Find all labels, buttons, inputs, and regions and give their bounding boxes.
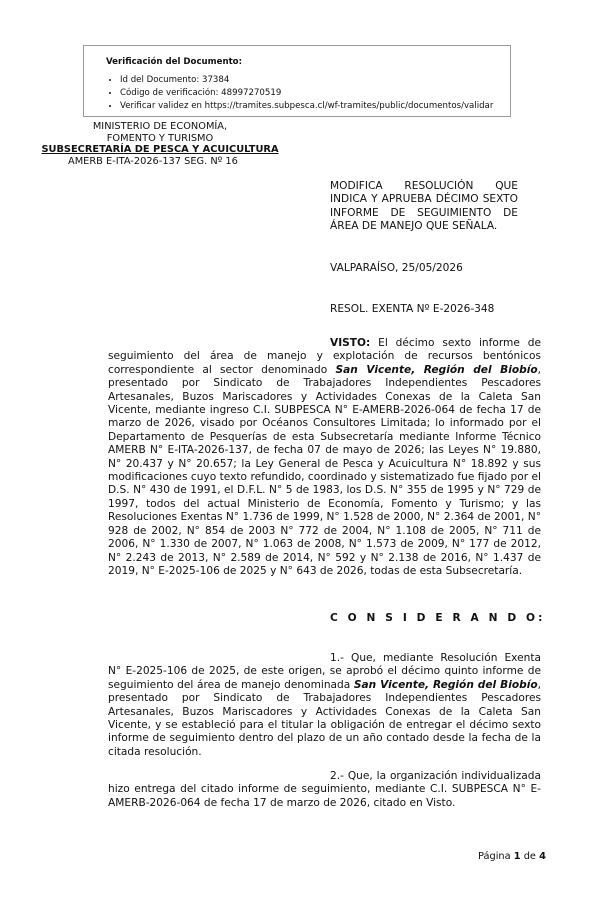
page-total: 4 — [539, 851, 546, 862]
considerando-item-1 — [108, 652, 541, 759]
place-date: VALPARAÍSO, 25/05/2026 — [330, 262, 463, 274]
considerando-item-2 — [108, 770, 541, 810]
visto-paragraph — [108, 337, 541, 578]
visto-text-1: El décimo sexto informe de seguimiento del área de manejo y explotación de recursos bentónicos correspondiente al sector denominado — [108, 337, 541, 376]
visto-sector: San Vicente, Región del Biobío — [335, 363, 538, 376]
considerando-heading: C O N S I D E R A N D O: — [330, 612, 546, 624]
verification-code: • Código de verificación: 48997270519 — [120, 87, 510, 100]
visto-label: VISTO: — [330, 337, 371, 349]
verification-box — [83, 45, 511, 117]
verification-list — [106, 74, 510, 113]
resolution-number: RESOL. EXENTA Nº E-2026-348 — [330, 303, 495, 315]
ministry-line-1: MINISTERIO DE ECONOMÍA, — [92, 121, 228, 132]
considerando-1-sector: San Vicente, Región del Biobío — [353, 678, 538, 691]
verification-url[interactable]: • Verificar validez en https://tramites.subpesca.cl/wf-tramites/public/documentos/validar — [120, 100, 510, 113]
considerando-1-text-2: , presentado por Sindicato de Trabajadores Independientes Pescadores Artesanales, Buzos Mariscadores y Actividades Conexas de la Caleta San Vicente, y se estableció para el titular la obligación de entregar el décimo sexto informe de seguimiento dentro del plazo de un año contado desde la fecha de la citada resolución. — [108, 678, 541, 758]
ministry-line-2: FOMENTO Y TURISMO — [106, 132, 214, 144]
considerando-2-text-1: 2.- Que, la organización individualizada hizo entrega del citado informe de seguimiento, mediante C.I. SUBPESCA N° E-AMERB-2026-064 de fecha 17 de marzo de 2026, citado en Visto. — [108, 770, 541, 809]
document-id: • Id del Documento: 37384 — [120, 74, 510, 87]
page-footer — [478, 851, 546, 862]
visto-text-2: , presentado por Sindicato de Trabajadores Independientes Pescadores Artesanales, Buzos Mariscadores y Actividades Conexas de la Caleta San Vicente, mediante ingreso C.I. SUBPESCA N° E-AMERB-2026-064 de fecha 17 de marzo de 2026, visado por Océanos Consultores Limitada; lo informado por el Departamento de Pesquerías de esta Subsecretaría mediante Informe Técnico AMERB N° E-ITA-2026-137, de fecha 07 de mayo de 2026; las Leyes N° 19.880, N° 20.437 y N° 20.657; la Ley General de Pesca y Acuicultura N° 18.892 y sus modificaciones cuyo texto refundido, coordinado y sistematizado fue fijado por el D.S. N° 430 de 1991, el D.F.L. N° 5 de 1983, los D.S. N° 355 de 1995 y N° 729 de 1997, todos del actual Ministerio de Economía, Fomento y Turismo; y las Resoluciones Exentas N° 1.736 de 1999, N° 1.528 de 2000, N° 2.364 de 2001, N° 928 de 2002, N° 854 de 2003 N° 772 de 2004, N° 1.108 de 2005, N° 711 de 2006, N° 1.330 de 2007, N° 1.063 de 2008, N° 1.573 de 2009, N° 177 de 2012, N° 2.243 de 2013, N° 2.589 de 2014, N° 592 y N° 2.138 de 2016, N° 1.437 de 2019, N° E-2025-106 de 2025 y N° 643 de 2026, todas de esta Subsecretaría. — [108, 363, 541, 577]
ministry-header — [36, 121, 284, 168]
page-current: 1 — [513, 851, 521, 862]
considerando-1-text-1: 1.- Que, mediante Resolución Exenta N° E-2025-106 de 2025, de este origen, se aprobó el décimo quinto informe de seguimiento del área de manejo denominada — [108, 652, 541, 691]
page-word: Página — [478, 851, 511, 862]
subsecretaria-title: SUBSECRETARÍA DE PESCA Y ACUICULTURA — [41, 144, 279, 156]
reference-number: AMERB E-ITA-2026-137 SEG. Nº 16 — [68, 156, 238, 168]
resolution-subject: MODIFICA RESOLUCIÓN QUE INDICA Y APRUEBA DÉCIMO SEXTO INFORME DE SEGUIMIENTO DE ÁREA DE MANEJO QUE SEÑALA. — [330, 180, 518, 233]
page-of: de — [523, 851, 536, 862]
verification-title: Verificación del Documento: — [106, 57, 243, 67]
